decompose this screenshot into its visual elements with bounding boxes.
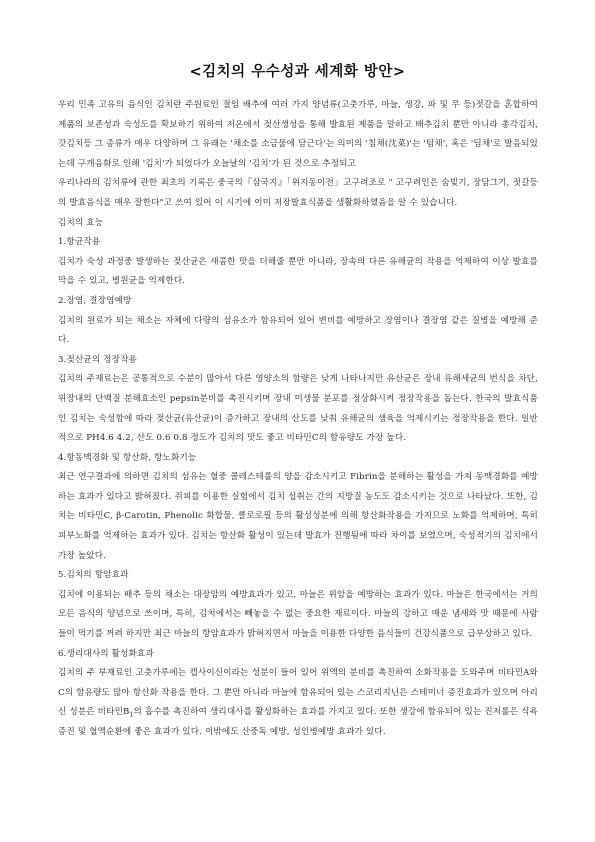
section-body-enteritis: 김치의 원료가 되는 채소는 자체에 다량의 섬유소가 함유되어 있어 변비를 예방하고 장염이나 결장염 같은 질병을 예방해 준다. — [58, 315, 538, 346]
section-heading-enteritis: 2.장염, 결장염예방 — [58, 295, 132, 306]
metabolism-text-part1: 김치의 주 부재료인 고춧가루에는 캡사이신이라는 성분이 들어 있어 위액의 분비를 촉진하여 소화작용을 도와주며 비타민A와 C의 함유량도 많아 항산화 작용을 한다. 그 뿐만 아니라 마늘에 함유되어 있는 스코리지닌은 스테미너 증진효과가 있으며 아리신 성분은 비타민B — [58, 668, 538, 718]
section-heading-anticancer: 5.김치의 항암효과 — [58, 570, 129, 581]
section-heading-lactic-acid: 3.젖산균의 정장작용 — [58, 354, 137, 365]
document-title: <김치의 우수성과 세계화 방안> — [189, 64, 406, 80]
section-body-anticancer: 김치에 이용되는 배추 등의 채소는 대장암의 예방효과가 있고, 마늘은 위암을 예방하는 효과가 있다. 마늘은 한국에서는 거의 모든 음식의 양념으로 쓰이며, 특히, 김치에서는 빼놓을 수 없는 중요한 재료이다. 마늘의 강하고 매운 냄새와 맛 때문에 사람들이 먹기를 꺼려 하지만 최근 마늘의 항암효과가 밝혀지면서 마늘을 이용한 다양한 음식들이 건강식품으로 급부상하고 있다. — [58, 589, 538, 640]
section-body-lactic-acid: 김치의 주재료는은 공통적으로 수분이 많아서 다른 영양소의 함량은 낮게 나타나지만 유산균은 장내 유해세균의 번식을 차단, 위장내의 단백질 분해효소인 pepsin분비를 촉진시키며 장내 미생물 분포를 정상화시켜 정장작용을 돕는다. 한국의 발효식품인 김치는 숙성함에 따라 젖산균(유산균)이 증가하고 장내의 산도를 낮춰 유해균의 생육을 억제시키는 정장작용을 한다. 일반적으로 PH4.6 4.2, 산도 0.6 0.8 정도가 김치의 맛도 좋고 비타민C의 함유량도 가장 높다. — [58, 374, 538, 444]
intro-paragraph: 우리 민족 고유의 음식인 김치란 주원료인 절임 배추에 여러 가지 양념류(고춧가루, 마늘, 생강, 파 및 무 등)젓갈을 혼합하여 제품의 보존성과 숙성도를 확보하기 위하여 저온에서 젖산생성을 통해 발효된 제품을 말하고 배추김치 뿐만 아니라 총각김치, 갓김치등 그 종류가 매우 다양하며 그 유래는 '채소를 소금물에 담근다'는 의미의 '침채(沈菜)'는 '팀채', 혹은 '딤채'로 발음되었는데 구개음화로 인해 '김치'가 되었다가 오늘날의 '김치'가 된 것으로 추정되고 — [58, 100, 538, 169]
section-body-metabolism — [58, 664, 538, 742]
section-heading-antibacterial: 1.항균작용 — [58, 237, 101, 248]
history-paragraph: 우리나라의 김치류에 관한 최초의 기록은 중국의『삼국지』「위지동이전」고구려조로 " 고구려인은 숨빚기, 장담그기, 젓갈등의 발효음식을 매우 잘한다"고 쓰여 있어 이 시기에 이미 저장발효식품을 생활화하였음을 알 수 있습니다. — [58, 178, 538, 208]
section-heading-antioxidant: 4.항동맥경화 및 항산화, 항노화기능 — [58, 452, 197, 463]
section-body-antioxidant: 최근 연구결과에 의하면 김치의 섬유는 혈중 콜레스테롤의 양을 감소시키고 Fibrin을 분해하는 활성을 가져 동맥경화를 예방하는 효과가 있다고 밝혀졌다. 쥐피를 이용한 실험에서 김치 섭취는 간의 지방질 농도도 감소시키는 것으로 나타났다. 또한, 김치는 비타민C, β-Carotin, Phenolic 화합물, 클로로필 등의 활성성분에 의해 항산화작용을 가지므로 노화를 억제하며, 특히 피부노화를 억제하는 효과가 있다. 김치는 항산화 활성이 있는데 발효가 진행됨에 따라 차이를 보였으며, 숙성적기의 김치에서 가장 높았다. — [58, 472, 538, 561]
effects-heading: 김치의 효능 — [58, 217, 104, 228]
vitamin-subscript: 1 — [129, 712, 134, 720]
section-heading-metabolism: 6.생리대사의 활성화효과 — [58, 648, 154, 659]
document-body — [58, 96, 538, 743]
section-body-antibacterial: 김치가 숙성 과정중 발생하는 젖산균은 새콤한 맛을 더해줄 뿐만 아니라, 장속의 다른 유해균의 작용을 억제하여 이상 발효를 막을 수 있고, 병원균을 억제한다. — [58, 256, 538, 287]
metabolism-text-part2: 의 흡수를 촉진하여 생리대사를 활성화하는 효과를 가지고 있다. 또한 생강에 함유되어 있는 진저롤은 식욕증진 및 혈액순환에 좋은 효과가 있다. 이밖에도 산중독 예방, 성인병예방 효과가 있다. — [58, 707, 539, 737]
